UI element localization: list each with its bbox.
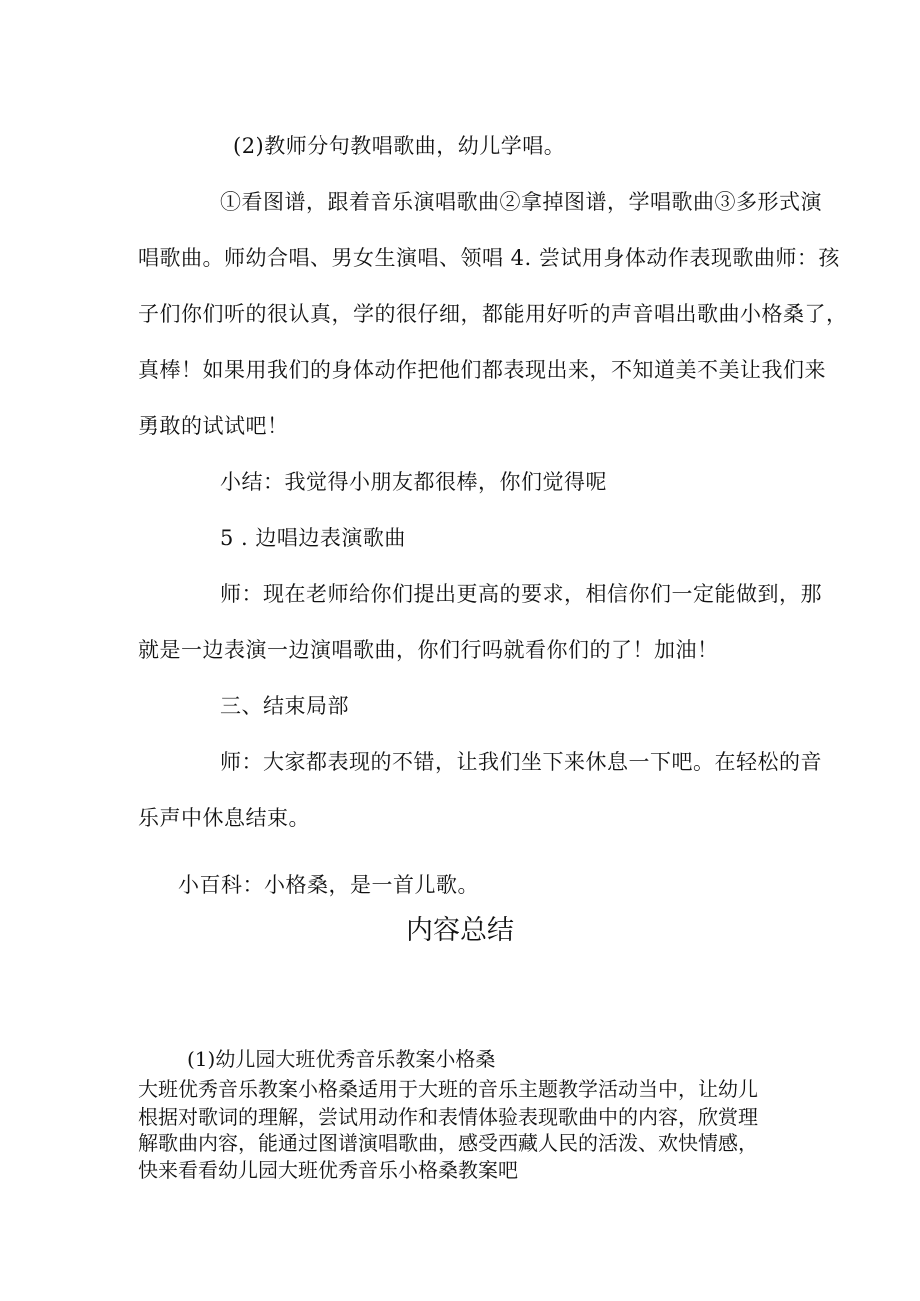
paragraph-line: 师：现在老师给你们提出更高的要求，相信你们一定能做到，那 (220, 582, 822, 606)
paragraph-line: 唱歌曲。师幼合唱、男女生演唱、领唱 4. 尝试用身体动作表现歌曲师：孩 (138, 246, 840, 270)
summary-line: 根据对歌词的理解，尝试用动作和表情体验表现歌曲中的内容，欣赏理 (138, 1105, 758, 1129)
paragraph-line: 小结：我觉得小朋友都很棒，你们觉得呢 (220, 470, 607, 494)
paragraph-line: 子们你们听的很认真，学的很仔细，都能用好听的声音唱出歌曲小格桑了， (138, 302, 848, 326)
summary-line: 解歌曲内容，能通过图谱演唱歌曲，感受西藏人民的活泼、欢快情感， (138, 1131, 758, 1155)
paragraph-line: 真棒！如果用我们的身体动作把他们都表现出来，不知道美不美让我们来 (138, 358, 826, 382)
summary-title: 内容总结 (406, 915, 514, 946)
paragraph-line: 乐声中休息结束。 (138, 806, 310, 830)
section-heading: 5 . 边唱边表演歌曲 (220, 526, 406, 550)
paragraph-line: 师：大家都表现的不错，让我们坐下来休息一下吧。在轻松的音 (220, 750, 822, 774)
summary-heading: (1)幼儿园大班优秀音乐教案小格桑 (187, 1047, 496, 1071)
paragraph-line: ①看图谱，跟着音乐演唱歌曲②拿掉图谱，学唱歌曲③多形式演 (220, 190, 822, 214)
section-heading: 三、结束局部 (220, 694, 349, 718)
paragraph-line: 就是一边表演一边演唱歌曲，你们行吗就看你们的了！加油！ (138, 638, 719, 662)
summary-line: 大班优秀音乐教案小格桑适用于大班的音乐主题教学活动当中，让幼儿 (138, 1077, 758, 1101)
summary-line: 快来看看幼儿园大班优秀音乐小格桑教案吧 (138, 1158, 518, 1182)
paragraph-line: (2)教师分句教唱歌曲，幼儿学唱。 (233, 134, 566, 158)
paragraph-line: 勇敢的试试吧！ (138, 414, 289, 438)
encyclopedia-note: 小百科：小格桑，是一首儿歌。 (178, 873, 479, 897)
